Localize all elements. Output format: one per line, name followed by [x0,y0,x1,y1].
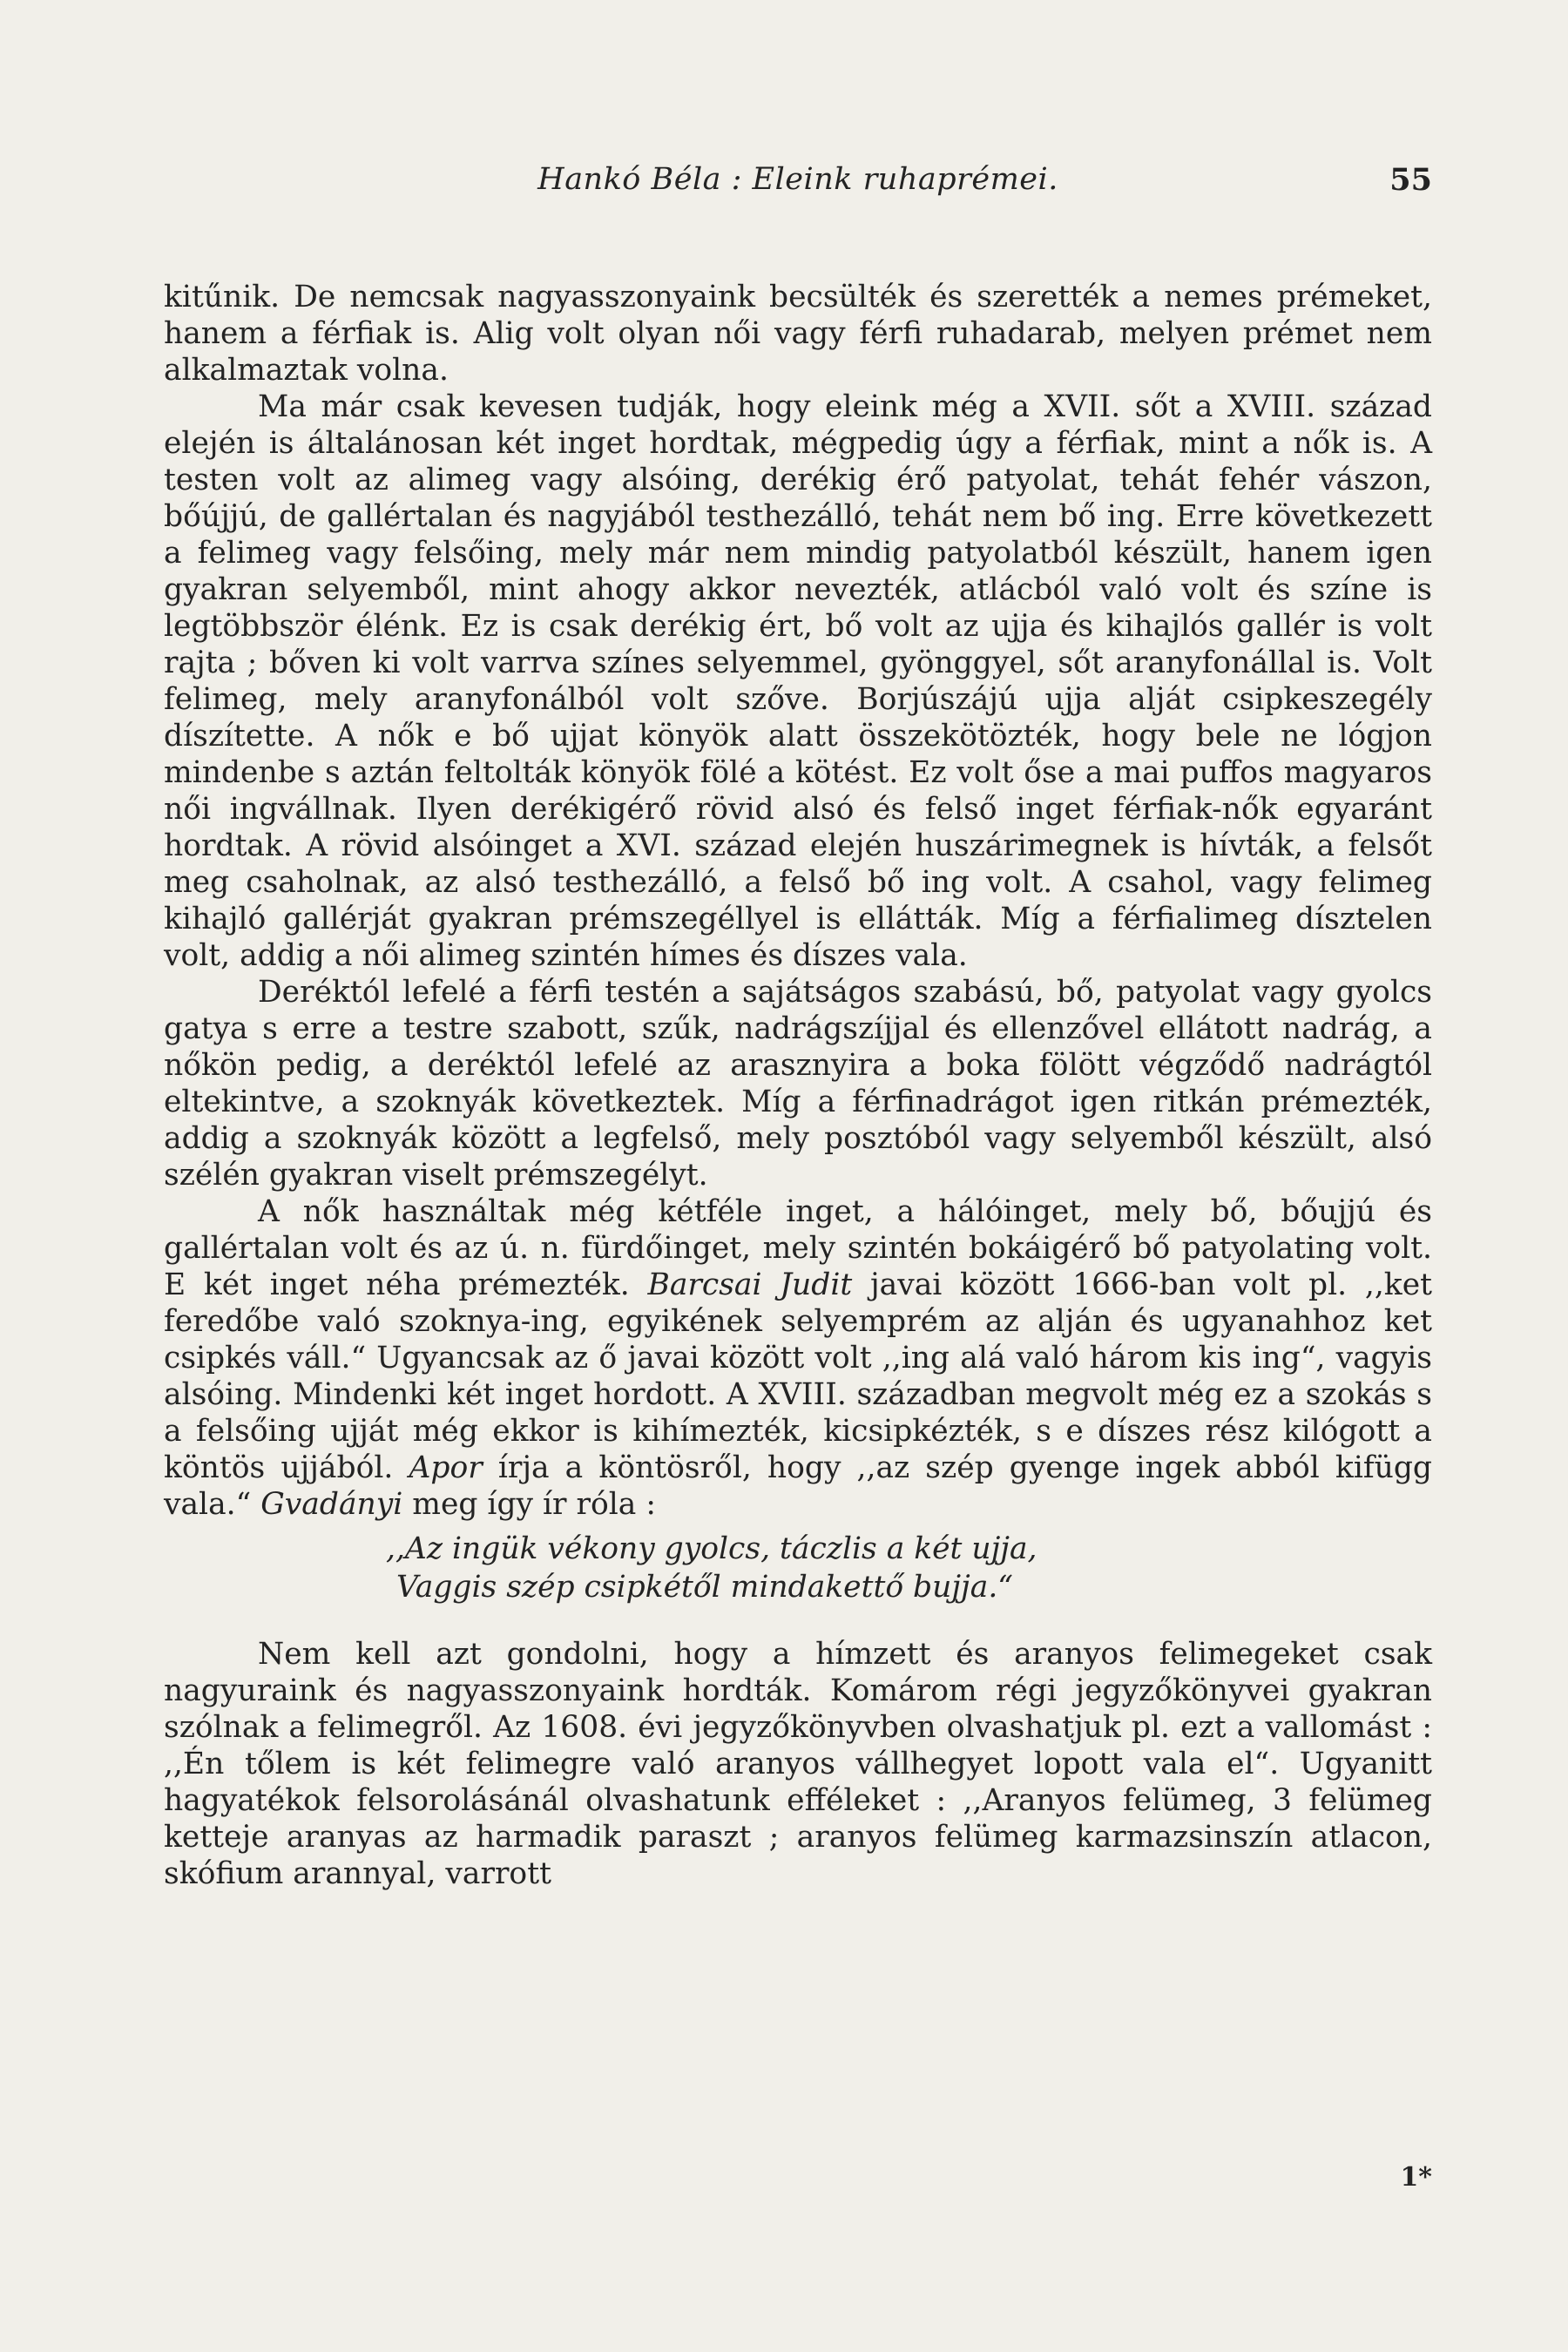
signature-mark: 1* [1400,2162,1432,2193]
verse-line: ,,Az ingük vékony gyolcs, táczlis a két ujja, [386,1531,1037,1566]
text-span: meg így ír róla : [412,1487,656,1522]
page-header [164,162,1432,207]
body-text [164,279,1432,1892]
paragraph: Deréktól lefelé a férfi testén a sajátságos szabású, bő, patyolat vagy gyolcs gatya s erre a testre szabott, szűk, nadrágszíjjal és ellenzővel ellátott nadrág, a nőkön pedig, a deréktól lefelé az arasznyira a boka fölött végződő nadrágtól eltekintve, a szoknyák következtek. Míg a férfinadrágot igen ritkán prémezték, addig a szoknyák között a legfelső, mely posztóból vagy selyemből készült, alsó szélén gyakran viselt prémszegélyt. [164,975,1432,1193]
text-span: A nők használtak még kétféle inget, a hálóinget, mely bő, bőujjú és gallértalan volt és az ú. n. fürdőinget, mely szintén bokáigérő bő patyolating volt. E két inget néha prémezték. [164,1194,1432,1302]
page-number: 55 [1389,162,1432,198]
person-name: Apor [409,1450,483,1485]
paragraph: Ma már csak kevesen tudják, hogy eleink még a XVII. sőt a XVIII. század elején is általánosan két inget hordtak, mégpedig úgy a férfiak, mint a nők is. A testen volt az alimeg vagy alsóing, derékig érő patyolat, tehát fehér vászon, bőújjú, de gallértalan és nagyjából testhezálló, tehát nem bő ing. Erre következett a felimeg vagy felsőing, mely már nem mindig patyolatból készült, hanem igen gyakran selyemből, mint ahogy akkor nevezték, atlácból való volt és színe is legtöbbször élénk. Ez is csak derékig ért, bő volt az ujja és kihajlós gallér is volt rajta ; bőven ki volt varrva színes selyemmel, gyönggyel, sőt aranyfonállal is. Volt felimeg, mely aranyfonálból volt szőve. Borjúszájú ujja alját csipkeszegély díszítette. A nők e bő ujjat könyök alatt összekötözték, hogy bele ne lógjon mindenbe s aztán feltolták könyök fölé a kötést. Ez volt őse a mai puffos magyaros női ingvállnak. Ilyen derékigérő rövid alsó és felső inget férfiak-nők egyaránt hordtak. A rövid alsóinget a XVI. század elején huszárimegnek is hívták, a felsőt meg csaholnak, az alsó testhezálló, a felső bő ing volt. A csahol, vagy felimeg kihajló gallérját gyakran prémszegéllyel is ellátták. Míg a férfialimeg dísztelen volt, addig a női alimeg szintén hímes és díszes vala. [164,389,1432,973]
verse-quote [386,1530,1432,1606]
person-name: Barcsai Judit [647,1267,853,1302]
paragraph-continuation: kitűnik. De nemcsak nagyasszonyaink becsülték és szerették a nemes prémeket, hanem a férfiak is. Alig volt olyan női vagy férfi ruhadarab, melyen prémet nem alkalmaztak volna. [164,280,1432,388]
running-title: Hankó Béla : Eleink ruhaprémei. [537,162,1058,197]
text-span: írja a köntösről, hogy ,,az szép gyenge ingek abból kifügg vala.“ [164,1450,1433,1522]
paragraph [164,1193,1432,1523]
person-name: Gvadányi [260,1487,403,1522]
verse-line: Vaggis szép csipkétől mindakettő bujja.“ [396,1570,1013,1605]
text-span: javai között 1666-ban volt pl. ,,ket feredőbe való szoknya-ing, egyikének selyemprém az alján és ugyanahhoz ket csipkés váll.“ Ugyancsak az ő javai között volt ,,ing alá való három kis ing“, vagyis alsóing. Mindenki két inget hordott. A XVIII. században megvolt még ez a szokás s a felsőing ujját még ekkor is kihímezték, kicsipkézték, s e díszes rész kilógott a köntös ujjából. [164,1267,1432,1485]
paragraph: Nem kell azt gondolni, hogy a hímzett és aranyos felimegeket csak nagyuraink és nagyasszonyaink hordták. Komárom régi jegyzőkönyvei gyakran szólnak a felimegről. Az 1608. évi jegyzőkönyvben olvashatjuk pl. ezt a vallomást : ,,Én tőlem is két felimegre való aranyos vállhegyet lopott vala el“. Ugyanitt hagyatékok felsorolásánál olvashatunk efféleket : ,,Aranyos felümeg, 3 felümeg ketteje aranyas az harmadik paraszt ; aranyos felümeg karmazsinszín atlacon, skófium arannyal, varrott [164,1637,1432,1891]
